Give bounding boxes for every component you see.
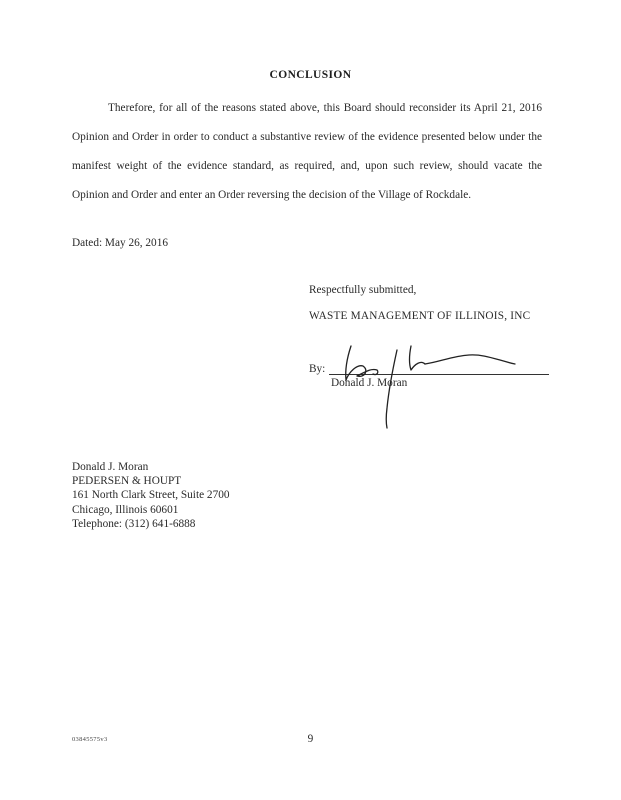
page-number: 9 (307, 733, 314, 745)
closing-text: Respectfully submitted, (309, 284, 417, 296)
by-label: By: (309, 363, 326, 375)
section-heading: CONCLUSION (269, 69, 352, 81)
signer-name: Donald J. Moran (331, 377, 408, 389)
address-telephone: Telephone: (312) 641-6888 (72, 517, 196, 530)
company-name: WASTE MANAGEMENT OF ILLINOIS, INC (309, 310, 531, 322)
conclusion-paragraph: Therefore, for all of the reasons stated above, this Board should reconsider its April 21, 2016 Opinion and Order in order to conduct a substantive review of the evidence presented below under the manifest weight of the evidence standard, as required, and, upon such review, should vacate the Opinion and Order and enter an Order reversing the decision of the Village of Rockdale. (72, 102, 542, 201)
handwritten-signature (329, 338, 529, 433)
address-block (72, 460, 230, 531)
address-city: Chicago, Illinois 60601 (72, 503, 179, 516)
document-id: 03845575v3 (72, 736, 108, 743)
address-name: Donald J. Moran (72, 461, 149, 473)
address-firm: PEDERSEN & HOUPT (72, 475, 182, 488)
address-street: 161 North Clark Street, Suite 2700 (72, 489, 230, 502)
dated-line: Dated: May 26, 2016 (72, 237, 169, 249)
